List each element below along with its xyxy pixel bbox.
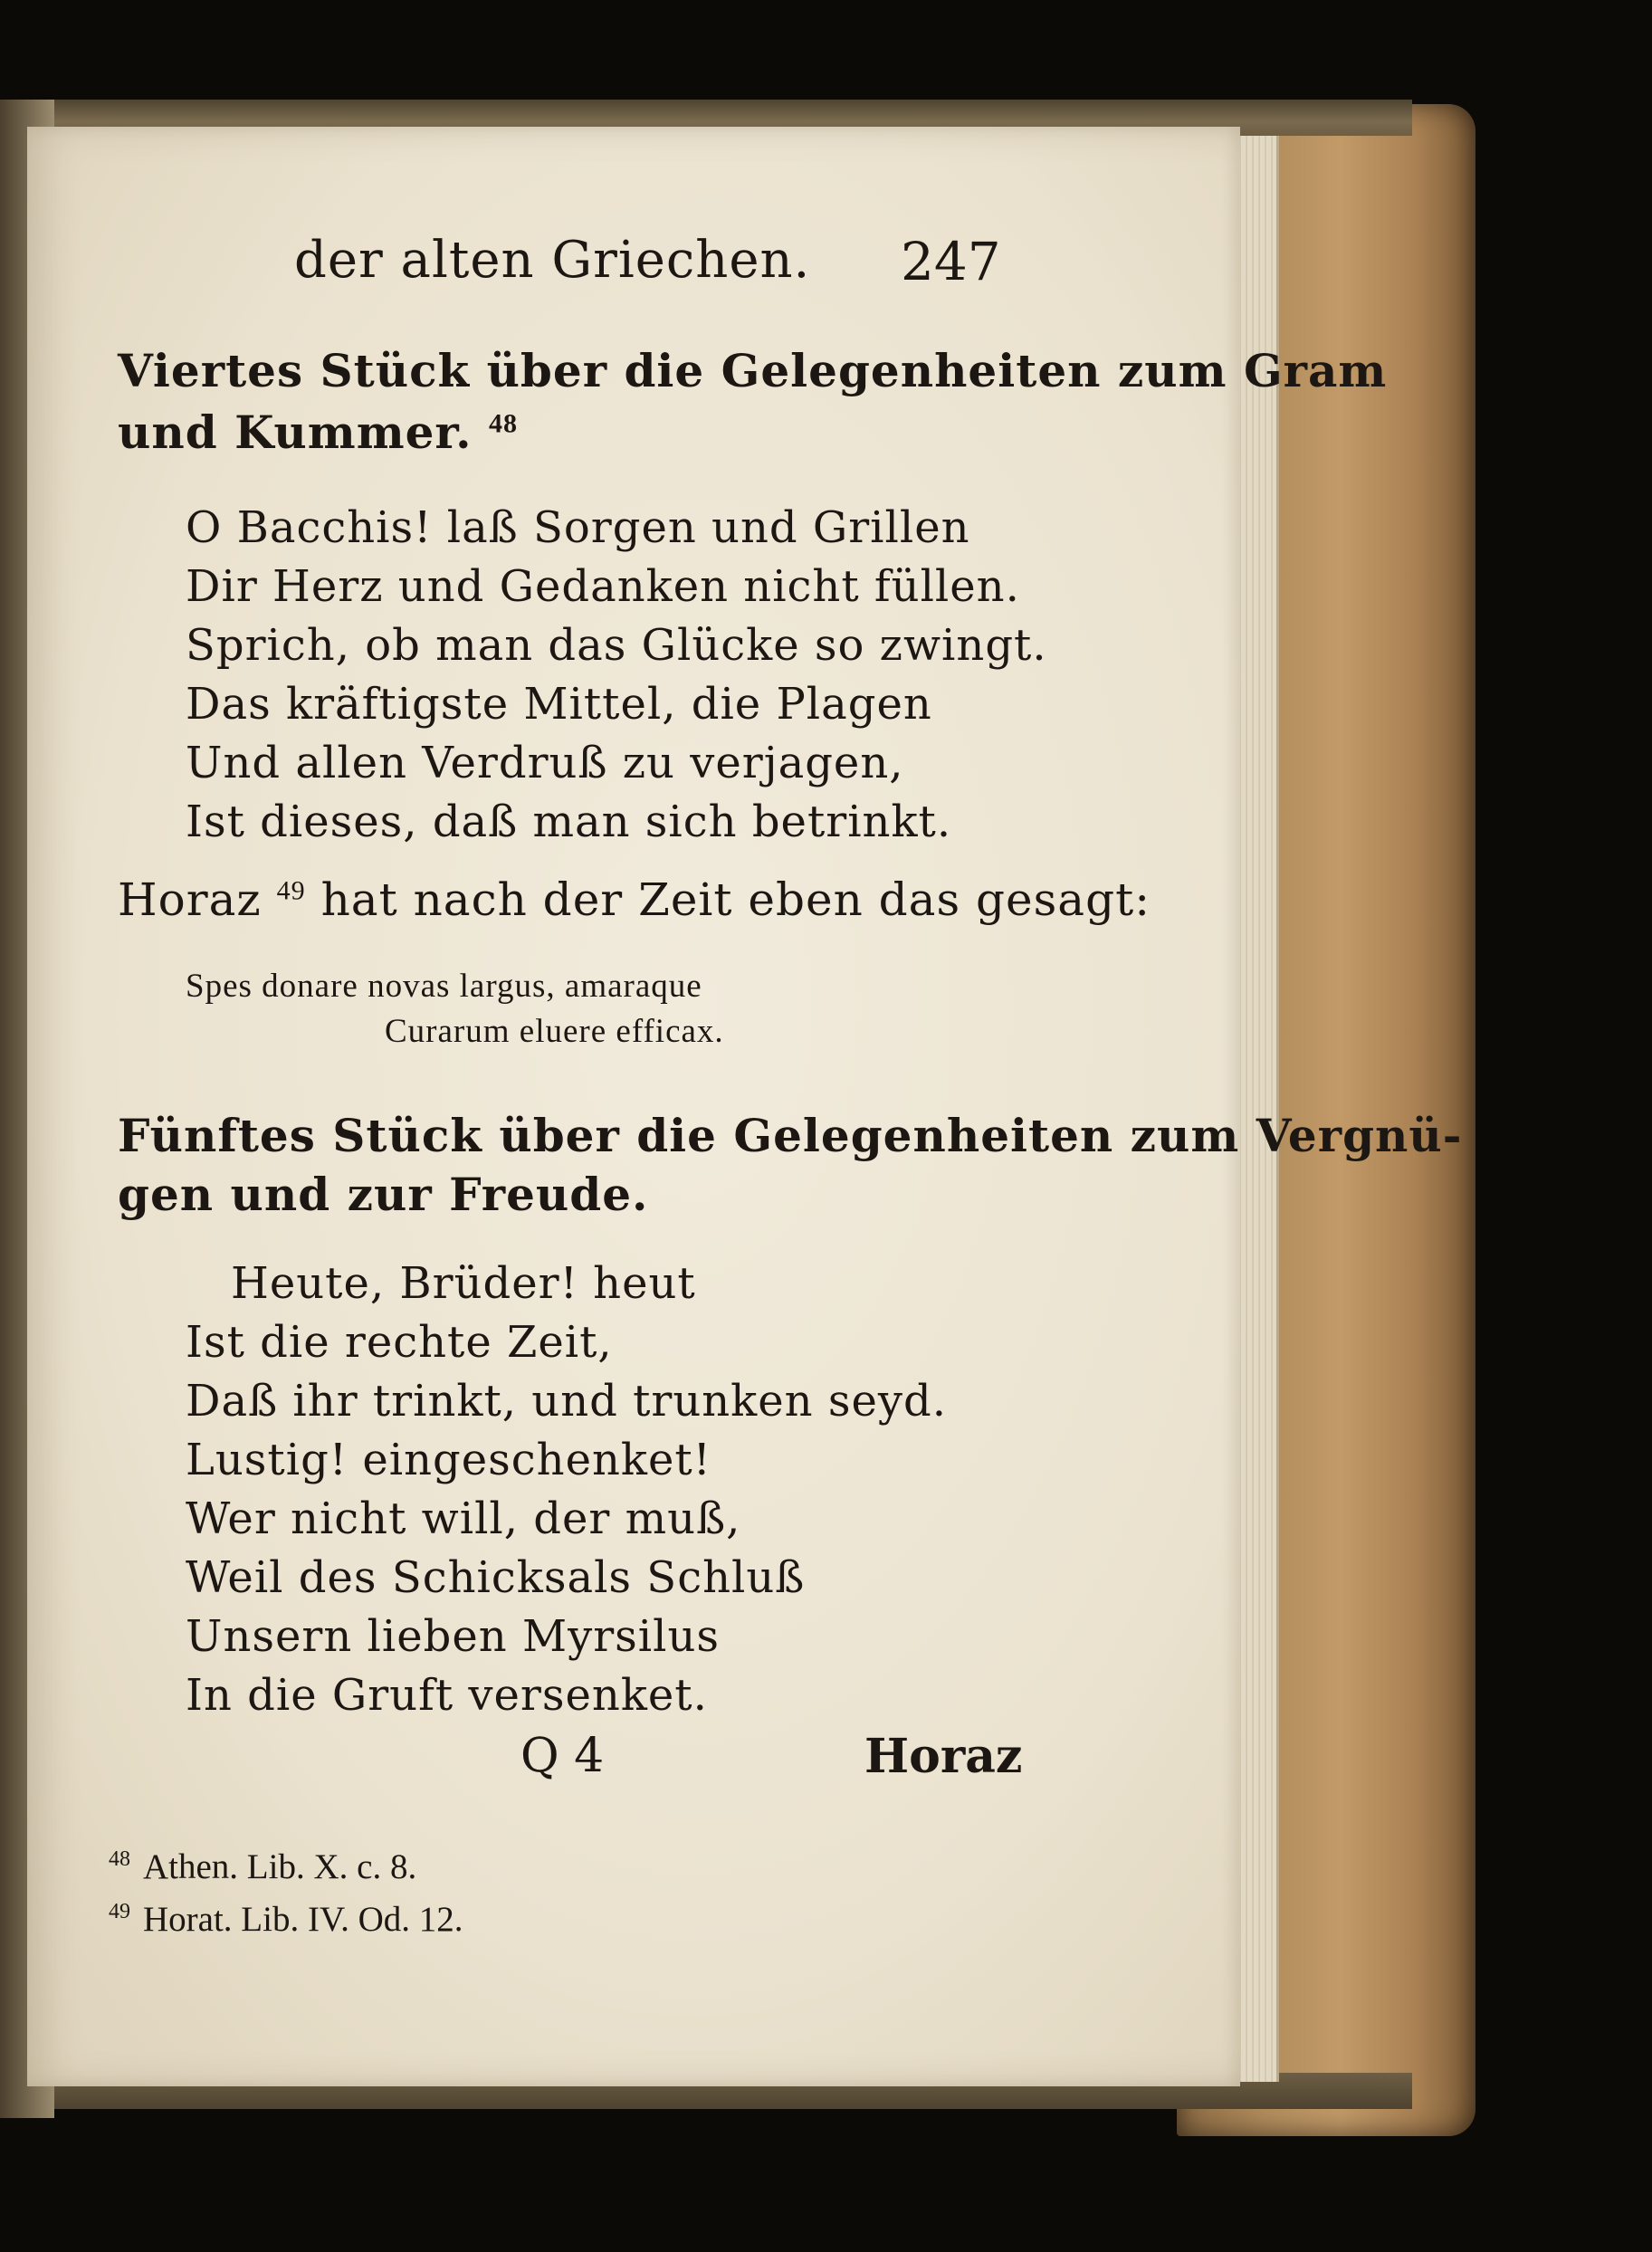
section1-heading-line2 <box>118 406 518 459</box>
footnote-text: Athen. Lib. X. c. 8. <box>143 1847 417 1886</box>
section2-heading-line2: gen und zur Freude. <box>118 1168 649 1221</box>
poem1-line: Sprich, ob man das Glücke so zwingt. <box>186 620 1047 671</box>
poem1-line: O Bacchis! laß Sorgen und Grillen <box>186 502 970 553</box>
footnote-number: 48 <box>109 1847 130 1871</box>
poem2-line: Wer nicht will, der muß, <box>186 1493 741 1544</box>
horace-intro <box>118 873 1151 926</box>
poem2-line: Unsern lieben Myrsilus <box>186 1611 721 1662</box>
catchword: Horaz <box>864 1729 1023 1784</box>
horace-intro-text: hat nach der Zeit eben das gesagt: <box>320 873 1151 926</box>
poem2-line: In die Gruft versenket. <box>186 1670 708 1721</box>
section1-heading-text: und Kummer. <box>118 406 473 459</box>
footnote-text: Horat. Lib. IV. Od. 12. <box>143 1900 463 1939</box>
footnote-ref-49: 49 <box>276 875 306 906</box>
poem2-line: Weil des Schicksals Schluß <box>186 1552 806 1603</box>
poem1-line: Und allen Verdruß zu verjagen, <box>186 738 904 788</box>
latin-quote-line1: Spes donare novas largus, amaraque <box>186 968 702 1005</box>
poem2-line: Ist die rechte Zeit, <box>186 1317 613 1368</box>
poem1-line: Das kräftigste Mittel, die Plagen <box>186 679 932 730</box>
latin-quote-line2: Curarum eluere efficax. <box>385 1013 724 1050</box>
poem2-line: Daß ihr trinkt, und trunken seyd. <box>186 1376 947 1427</box>
footnote-49 <box>109 1899 463 1940</box>
page-number: 247 <box>901 231 1001 292</box>
section2-heading-line1: Fünftes Stück über die Gelegenheiten zum Vergnü- <box>118 1109 1463 1162</box>
footnote-ref-48: 48 <box>489 408 518 439</box>
footnote-number: 49 <box>109 1900 130 1923</box>
poem1-line: Ist dieses, daß man sich betrinkt. <box>186 797 952 847</box>
signature-mark: Q 4 <box>520 1729 605 1783</box>
running-title: der alten Griechen. <box>294 231 811 290</box>
footnote-48 <box>109 1846 416 1887</box>
section1-heading-line1: Viertes Stück über die Gelegenheiten zum Gram <box>118 344 1388 397</box>
poem1-line: Dir Herz und Gedanken nicht füllen. <box>186 561 1020 612</box>
poem2-line: Lustig! eingeschenket! <box>186 1435 711 1485</box>
poem2-line: Heute, Brüder! heut <box>231 1258 696 1309</box>
horace-name: Horaz <box>118 873 262 926</box>
